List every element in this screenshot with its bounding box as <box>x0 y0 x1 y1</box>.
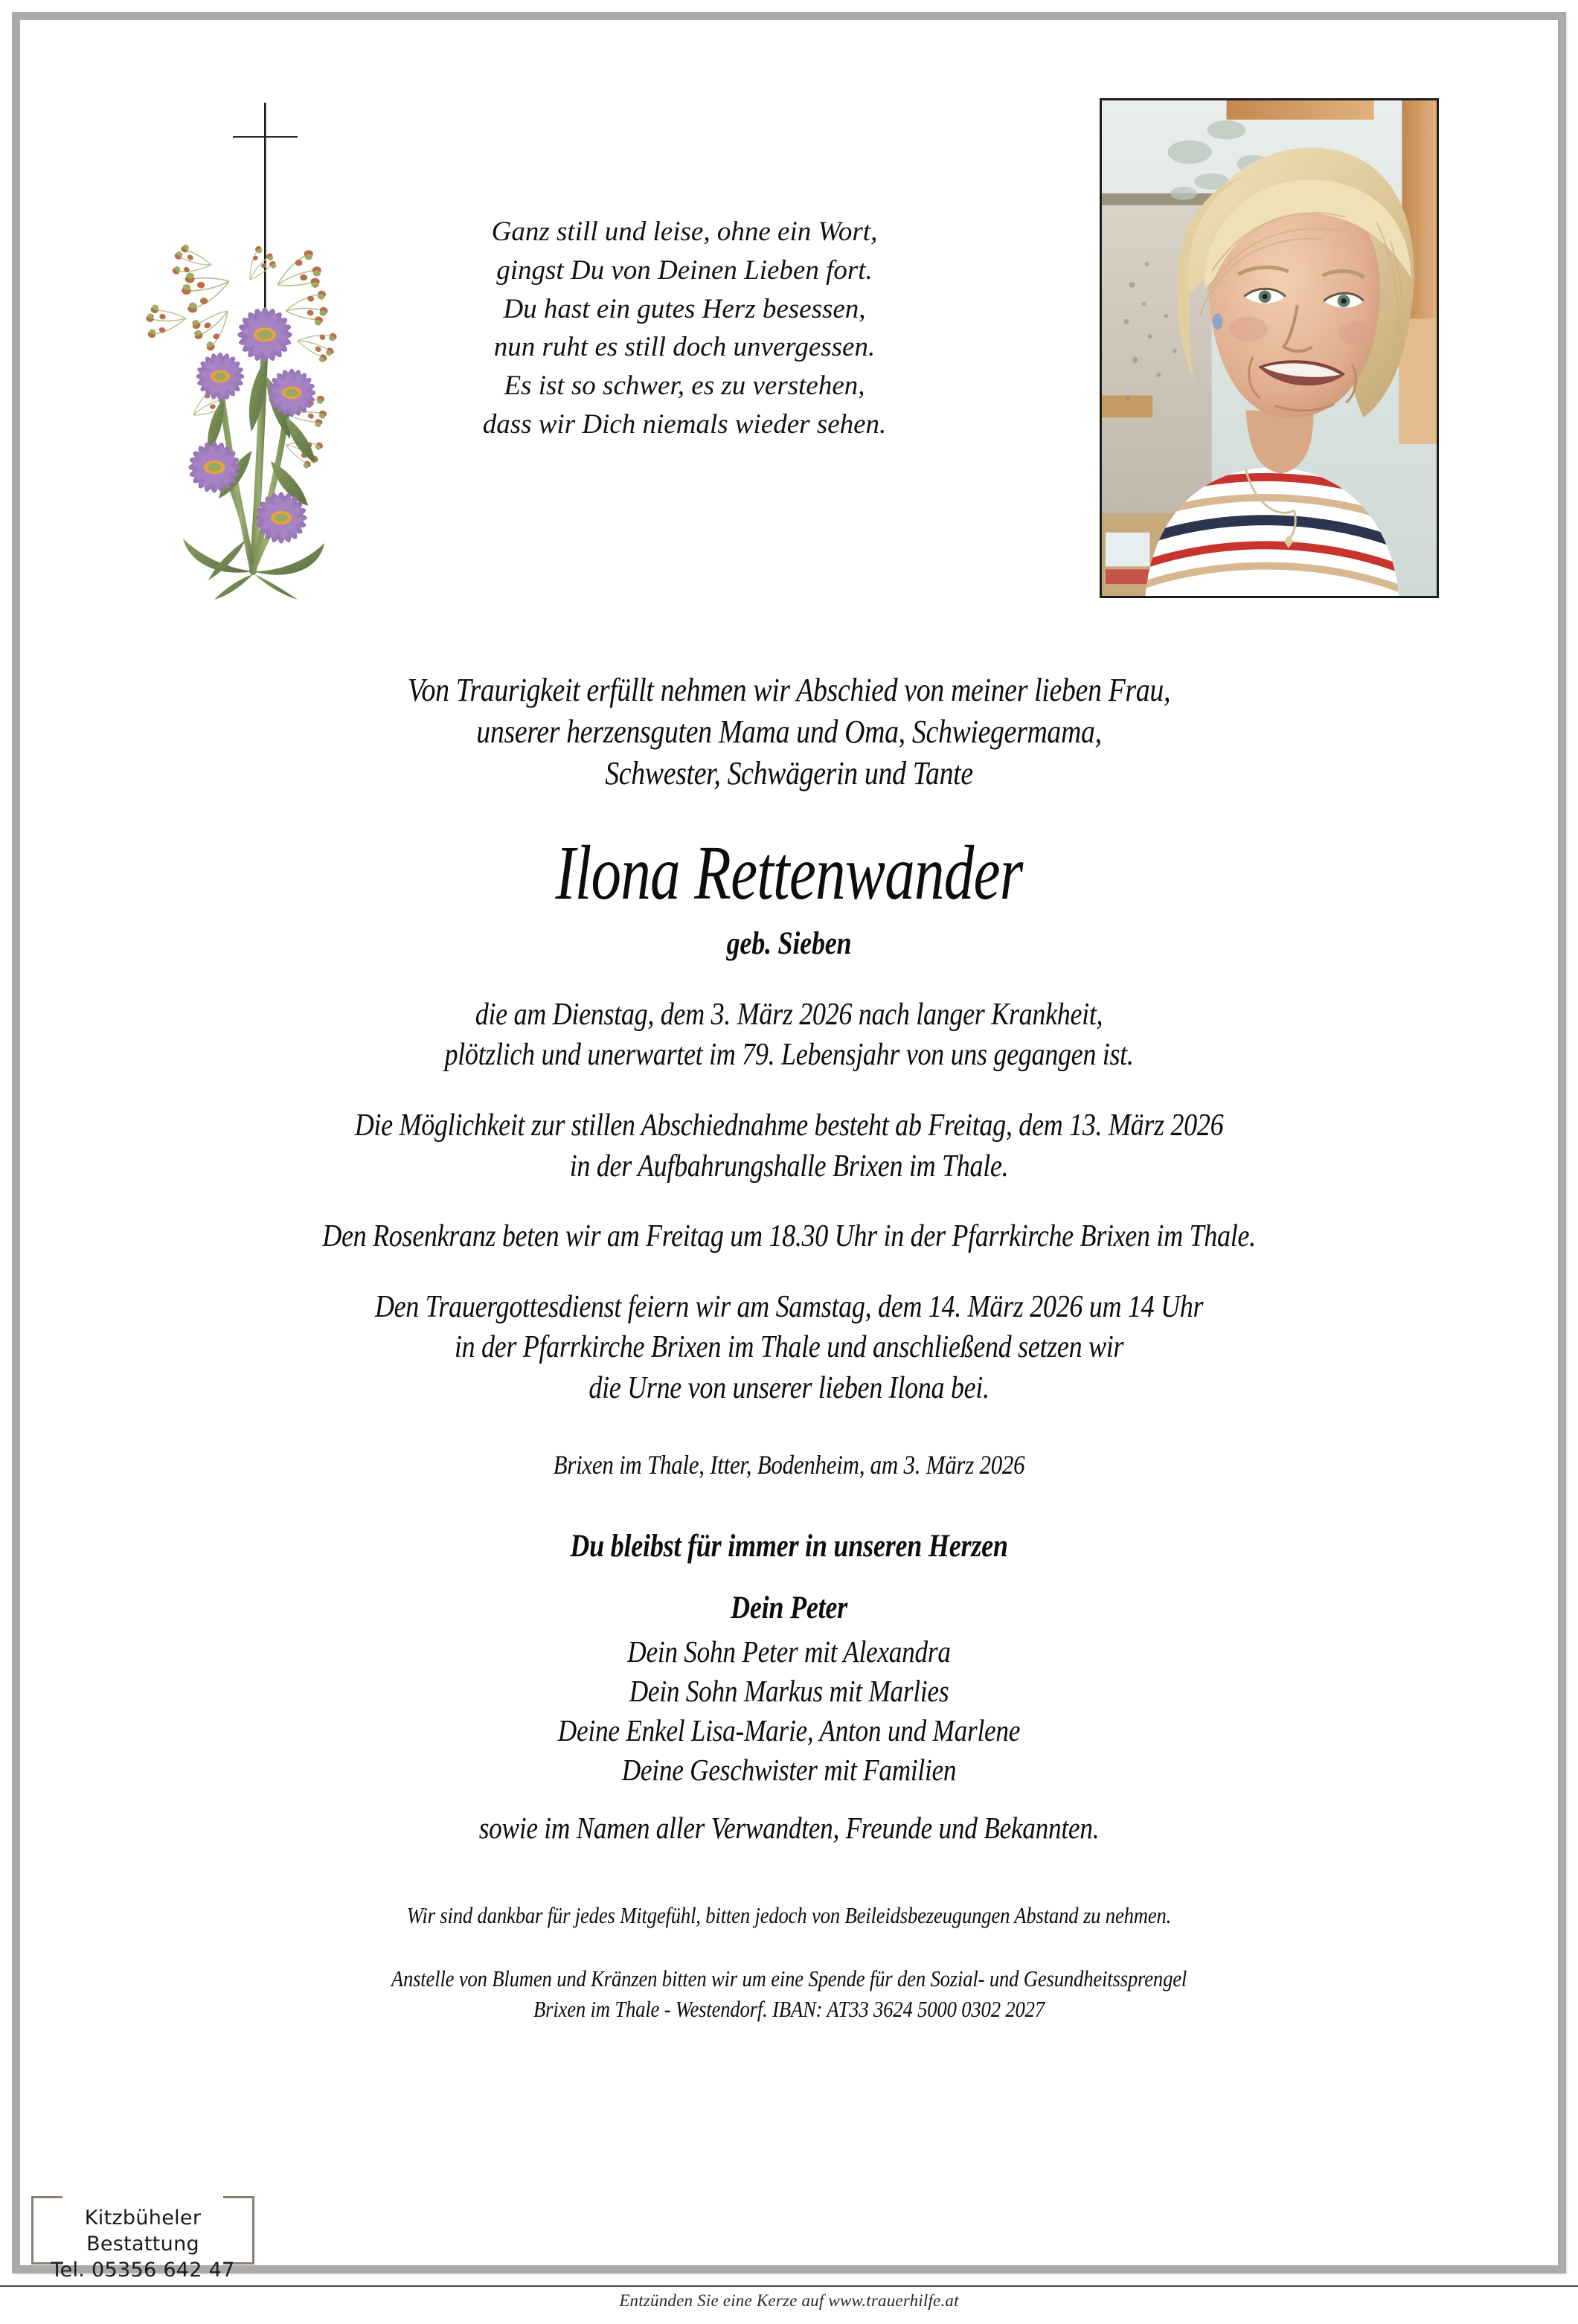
death-line: die am Dienstag, dem 3. März 2026 nach langer Krankheit, <box>475 997 1103 1032</box>
intro-line: Von Traurigkeit erfüllt nehmen wir Abschied von meiner lieben Frau, <box>407 672 1171 708</box>
condolence-request: Wir sind dankbar für jedes Mitgefühl, bitten jedoch von Beileidsbezeugungen Abstand zu nehmen. <box>406 1901 1172 1928</box>
donation-line: Brixen im Thale - Westendorf. IBAN: AT33 3624 5000 0302 2027 <box>533 1995 1045 2022</box>
introduction-text <box>149 670 1429 795</box>
service-line: die Urne von unserer lieben Ilona bei. <box>588 1370 990 1405</box>
mourner-item: Dein Sohn Peter mit Alexandra <box>627 1634 951 1669</box>
donation-request <box>149 1964 1429 2025</box>
poem-line: nun ruht es still doch unvergessen. <box>493 332 876 363</box>
portrait-photo <box>1100 98 1439 598</box>
place-and-date: Brixen im Thale, Itter, Bodenheim, am 3. März 2026 <box>553 1449 1025 1480</box>
rosary-line: Den Rosenkranz beten wir am Freitag um 18.30 Uhr in der Pfarrkirche Brixen im Thale. <box>322 1219 1256 1254</box>
service-line: Den Trauergottesdienst feiern wir am Samstag, dem 14. März 2026 um 14 Uhr <box>374 1289 1204 1324</box>
memorial-poem <box>417 213 952 444</box>
funeral-service-details <box>149 1287 1429 1409</box>
mourner-item: Deine Geschwister mit Familien <box>621 1753 957 1788</box>
poem-line: Ganz still und leise, ohne ein Wort, <box>491 216 878 247</box>
death-line: plötzlich und unerwartet im 79. Lebensjahr von uns gegangen ist. <box>444 1038 1134 1073</box>
poem-line: dass wir Dich niemals wieder sehen. <box>482 408 887 440</box>
undertaker-name: Kitzbüheler Bestattung <box>84 2206 202 2256</box>
notice-body <box>45 670 1533 2024</box>
aster-bouquet-icon <box>140 95 363 601</box>
poem-line: gingst Du von Deinen Lieben fort. <box>496 254 873 286</box>
poem-line: Du hast ein gutes Herz besessen, <box>503 293 866 324</box>
death-details <box>149 995 1429 1076</box>
epitaph-line: Du bleibst für immer in unseren Herzen <box>570 1528 1008 1564</box>
poem-line: Es ist so schwer, es zu verstehen, <box>504 370 865 402</box>
deceased-name: Ilona Rettenwander <box>555 829 1023 916</box>
donation-line: Anstelle von Blumen und Kränzen bitten wir um eine Spende für den Sozial- und Gesundheitssprengel <box>391 1965 1187 1991</box>
viewing-details <box>149 1105 1429 1187</box>
intro-line: unserer herzensguten Mama und Oma, Schwiegermama, <box>476 713 1102 750</box>
intro-line: Schwester, Schwägerin und Tante <box>605 754 973 792</box>
footer-divider-rule <box>0 2285 1578 2287</box>
mourner-item: Deine Enkel Lisa-Marie, Anton und Marlene <box>557 1713 1021 1748</box>
mourner-item: Dein Sohn Markus mit Marlies <box>629 1673 949 1708</box>
footer-candle-link[interactable]: Entzünden Sie eine Kerze auf www.trauerhilfe.at <box>619 2291 959 2310</box>
viewing-line: Die Möglichkeit zur stillen Abschiednahme besteht ab Freitag, dem 13. März 2026 <box>354 1108 1224 1143</box>
mourner-lead: Dein Peter <box>731 1590 847 1625</box>
undertaker-phone: Tel. 05356 642 47 <box>51 2259 235 2282</box>
mourners-closing-line: sowie im Namen aller Verwandten, Freunde und Bekannten. <box>478 1810 1100 1845</box>
undertaker-stamp <box>31 2196 254 2282</box>
service-line: in der Pfarrkirche Brixen im Thale und anschließend setzen wir <box>454 1330 1124 1365</box>
maiden-name: geb. Sieben <box>726 925 852 961</box>
viewing-line: in der Aufbahrungshalle Brixen im Thale. <box>569 1149 1009 1184</box>
rosary-details <box>149 1216 1429 1257</box>
